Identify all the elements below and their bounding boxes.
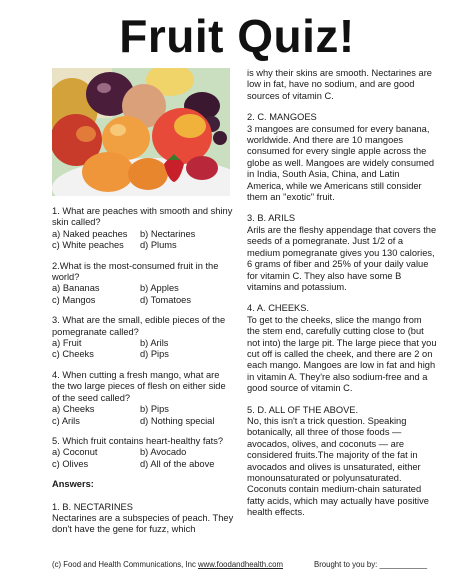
- answer-text: No, this isn't a trick question. Speaking botanically, all three of those foods — avocados, olives, and coconuts — are considered fruits.The majority of the fat in avocados and olives is unsaturated, either monounsaturated or polyunsaturated. Coconuts contain medium-chain saturated fatty acids, which may actually have positive health effects.: [247, 415, 429, 518]
- answer-5: [247, 405, 437, 519]
- answer-1-continued: [247, 68, 437, 102]
- option: c) White peaches: [52, 240, 124, 251]
- answer-heading: 2. C. MANGOES: [247, 112, 317, 123]
- answer-text: Arils are the fleshy appendage that covers the seeds of a pomegranate. Just 1/2 of a medium pomegranate gives you 130 calories, 6 grams of fiber and 25% of your daily value for vitamin C. They also have some B vitamins and potassium.: [247, 224, 437, 292]
- footer: [52, 560, 432, 570]
- answer-options: [52, 404, 234, 427]
- answer-heading: 5. D. ALL OF THE ABOVE.: [247, 404, 359, 415]
- answer-options: [52, 338, 234, 361]
- question-5: [52, 436, 234, 470]
- right-column: [247, 68, 437, 529]
- option: d) Nothing special: [140, 415, 215, 426]
- question-3: [52, 315, 234, 361]
- option: b) Avocado: [140, 447, 187, 458]
- option: b) Nectarines: [140, 228, 196, 239]
- option: c) Olives: [52, 458, 89, 469]
- answer-heading: 3. B. ARILS: [247, 213, 296, 224]
- answer-1: [52, 502, 234, 536]
- option: d) All of the above: [140, 458, 215, 469]
- option: b) Arils: [140, 338, 169, 349]
- answer-text: is why their skins are smooth. Nectarines are low in fat, have no sodium, and are good sources of vitamin C.: [247, 68, 432, 101]
- answer-heading: 4. A. CHEEKS.: [247, 303, 310, 314]
- option: b) Pips: [140, 404, 169, 415]
- option: a) Bananas: [52, 283, 100, 294]
- website-link[interactable]: www.foodandhealth.com: [198, 560, 283, 569]
- question-text: 2.What is the most-consumed fruit in the world?: [52, 260, 219, 283]
- answer-2: [247, 112, 437, 203]
- question-2: [52, 261, 234, 307]
- option: c) Cheeks: [52, 349, 94, 360]
- answers-heading: Answers:: [52, 479, 94, 490]
- answer-heading: 1. B. NECTARINES: [52, 501, 133, 512]
- answer-3: [247, 213, 437, 293]
- option: a) Cheeks: [52, 404, 95, 415]
- fruit-bowl-photo: [52, 68, 230, 196]
- option: b) Apples: [140, 283, 179, 294]
- copyright-text: (c) Food and Health Communications, Inc: [52, 560, 199, 569]
- left-column: [52, 206, 234, 546]
- option: a) Coconut: [52, 447, 98, 458]
- option: c) Mangos: [52, 294, 96, 305]
- question-4: [52, 370, 234, 427]
- option: a) Naked peaches: [52, 228, 128, 239]
- option: a) Fruit: [52, 338, 82, 349]
- option: d) Tomatoes: [140, 294, 191, 305]
- question-text: 3. What are the small, edible pieces of the pomegranate called?: [52, 315, 226, 337]
- option: c) Arils: [52, 415, 80, 426]
- question-1: [52, 206, 234, 252]
- option: d) Plums: [140, 240, 177, 251]
- answer-options: [52, 229, 234, 252]
- answer-text: 3 mangoes are consumed for every banana, worldwide. And there are 10 mangoes consumed for every single apple across the globe as well. Mangoes are widely consumed in India, South Asia, China, and Latin America, while we Americans still consider them an "exotic" fruit.: [247, 123, 435, 203]
- question-text: 5. Which fruit contains heart-healthy fats?: [52, 435, 224, 446]
- question-text: 4. When cutting a fresh mango, what are the two large pieces of flesh on either side of the seed called?: [52, 369, 226, 403]
- answer-4: [247, 303, 437, 394]
- answer-text: To get to the cheeks, slice the mango from the stem end, carefully cutting close to (but not into) the large pit. The large piece that you cut off is called the cheek, and there are 2 on each mango. Mangoes are low in fat and high in vitamin A. They're also sodium-free and a good source of vitamin C.: [247, 314, 437, 394]
- answer-options: [52, 283, 234, 306]
- answer-text: Nectarines are a subspecies of peach. They don't have the gene for fuzz, which: [52, 512, 234, 535]
- page-title: Fruit Quiz!: [119, 10, 355, 62]
- answer-options: [52, 447, 234, 470]
- question-text: 1. What are peaches with smooth and shiny skin called?: [52, 206, 233, 228]
- brought-to-you-by: Brought to you by: ___________: [314, 560, 428, 569]
- option: d) Pips: [140, 349, 169, 360]
